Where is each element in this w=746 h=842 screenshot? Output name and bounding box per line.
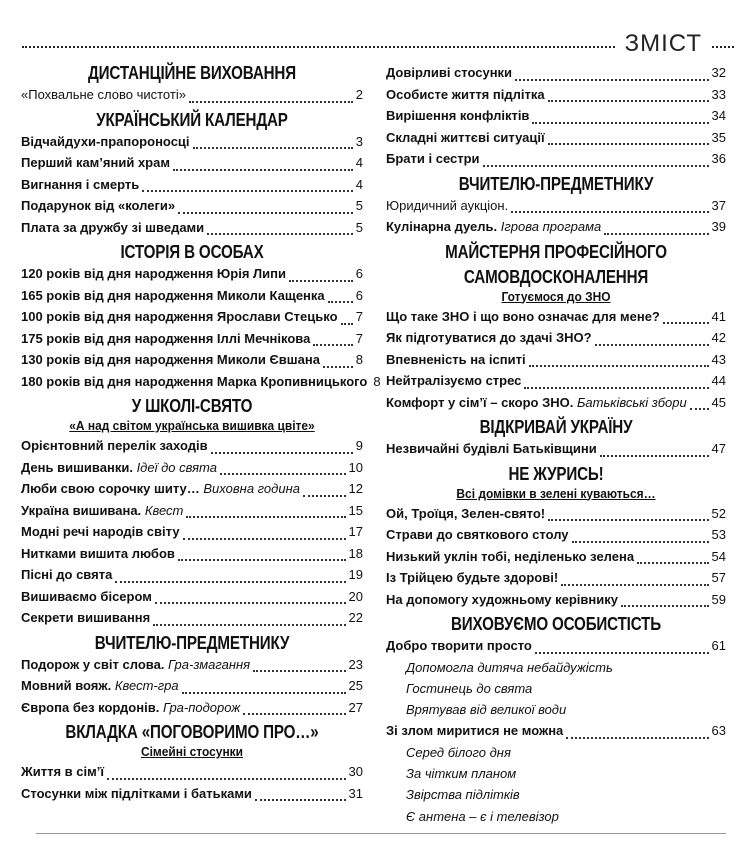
dot-leader xyxy=(142,180,353,192)
toc-entry[interactable] xyxy=(21,607,363,629)
entry-title-text: Подарунок від «колеги» xyxy=(21,198,176,213)
dot-leader xyxy=(566,727,708,739)
toc-entry[interactable] xyxy=(21,697,363,719)
entry-title-text: Що таке ЗНО і що воно означає для мене? xyxy=(386,308,660,324)
page-number: 25 xyxy=(348,678,363,693)
entry-title xyxy=(386,503,545,525)
subsection-heading: Готуємося до ЗНО xyxy=(501,288,611,304)
entry-title xyxy=(21,371,367,393)
entry-title xyxy=(386,84,545,106)
toc-column-right xyxy=(386,62,726,827)
entry-subtitle: Гра-подорож xyxy=(162,699,241,715)
header-dotted-rule-left xyxy=(22,46,615,48)
dot-leader xyxy=(193,137,353,149)
page-number: 8 xyxy=(355,352,363,367)
toc-subentry: Гостинець до свята xyxy=(406,680,533,696)
page-number: 43 xyxy=(711,351,726,367)
entry-title xyxy=(21,564,112,586)
toc-entry[interactable] xyxy=(21,217,363,239)
page-number: 33 xyxy=(711,86,726,102)
entry-title-text: На допомогу художньому керівнику xyxy=(386,591,618,607)
dot-leader xyxy=(663,312,709,324)
section-heading: ВКЛАДКА «ПОГОВОРИМО ПРО…» xyxy=(65,721,319,742)
entry-title xyxy=(21,761,104,783)
entry-title xyxy=(21,328,310,350)
dot-leader xyxy=(690,398,709,410)
entry-title-text: Складні життєві ситуації xyxy=(386,129,545,145)
dot-leader xyxy=(173,159,353,171)
entry-title-text: Кулінарна дуель. xyxy=(386,219,498,234)
dot-leader xyxy=(483,155,709,167)
toc-entry[interactable] xyxy=(21,478,363,500)
dot-leader xyxy=(328,291,353,303)
toc-entry[interactable] xyxy=(21,500,363,522)
toc-entry[interactable] xyxy=(21,263,363,285)
entry-title-text: Брати і сестри xyxy=(386,151,480,166)
dot-leader xyxy=(572,531,709,543)
dot-leader xyxy=(115,571,345,583)
toc-entry[interactable] xyxy=(21,349,363,371)
entry-title-text: Як підготуватися до здачі ЗНО? xyxy=(386,330,592,345)
page-number: 34 xyxy=(711,108,726,123)
toc-entry[interactable] xyxy=(386,195,726,217)
entry-title-text: Європа без кордонів. xyxy=(21,699,160,715)
entry-title xyxy=(386,546,634,568)
dot-leader xyxy=(183,528,346,540)
section-heading: У ШКОЛІ-СВЯТО xyxy=(131,395,253,416)
dot-leader xyxy=(529,355,709,367)
toc-entry[interactable] xyxy=(21,371,381,393)
page-number: 20 xyxy=(348,588,363,604)
dot-leader xyxy=(107,768,346,780)
page-number: 8 xyxy=(373,373,381,389)
page-number: 5 xyxy=(355,198,363,213)
dot-leader xyxy=(211,442,353,454)
page-number: 59 xyxy=(711,591,726,607)
dot-leader xyxy=(621,595,709,607)
dot-leader xyxy=(548,133,709,145)
toc-entry[interactable] xyxy=(386,105,726,127)
toc-entry[interactable] xyxy=(386,635,726,657)
entry-title xyxy=(21,285,325,307)
entry-title xyxy=(21,84,186,106)
entry-title xyxy=(21,457,217,479)
page-number: 6 xyxy=(355,266,363,281)
section-heading: ВИХОВУЄМО ОСОБИСТІСТЬ xyxy=(451,613,661,634)
page-number: 4 xyxy=(355,155,363,170)
page-number: 30 xyxy=(348,764,363,779)
page-number: 23 xyxy=(348,656,363,672)
entry-title xyxy=(386,589,618,611)
page-number: 36 xyxy=(711,151,726,166)
toc-entry[interactable] xyxy=(21,174,363,196)
toc-entry[interactable] xyxy=(21,457,363,479)
entry-title-text: Зі злом миритися не можна xyxy=(386,723,564,739)
dot-leader xyxy=(253,660,345,672)
entry-title xyxy=(21,306,338,328)
toc-entry[interactable] xyxy=(21,195,363,217)
toc-entry[interactable] xyxy=(21,543,363,565)
section-heading: ДИСТАНЦІЙНЕ ВИХОВАННЯ xyxy=(88,62,296,83)
dot-leader xyxy=(243,703,345,715)
toc-subentry: Серед білого дня xyxy=(406,744,511,760)
page-number: 31 xyxy=(348,785,363,801)
page-number: 10 xyxy=(348,459,363,475)
entry-title-text: 165 років від дня народження Миколи Кащенка xyxy=(21,287,325,303)
entry-title xyxy=(21,675,179,697)
entry-subtitle: Гра-змагання xyxy=(168,656,251,672)
dot-leader xyxy=(524,377,708,389)
entry-title-text: 120 років від дня народження Юрія Липи xyxy=(21,266,287,281)
page-number: 6 xyxy=(355,287,363,303)
entry-title-text: 175 років від дня народження Іллі Мечнікова xyxy=(21,330,311,346)
toc-entry[interactable] xyxy=(21,306,363,328)
dot-leader xyxy=(323,356,353,368)
toc-header xyxy=(22,30,734,58)
dot-leader xyxy=(303,485,346,497)
page-number: 7 xyxy=(355,309,363,324)
entry-title xyxy=(21,174,139,196)
entry-title xyxy=(386,370,521,392)
toc-entry[interactable] xyxy=(386,127,726,149)
entry-title xyxy=(386,127,545,149)
toc-entry[interactable] xyxy=(386,62,726,84)
toc-entry[interactable] xyxy=(21,783,363,805)
toc-entry[interactable] xyxy=(21,152,363,174)
toc-entry[interactable] xyxy=(386,546,726,568)
entry-title xyxy=(21,654,250,676)
entry-title xyxy=(21,217,204,239)
dot-leader xyxy=(548,90,709,102)
page-number: 45 xyxy=(711,394,726,410)
entry-title xyxy=(21,152,170,174)
entry-title-text: Нейтралізуємо стрес xyxy=(386,373,522,388)
entry-title-text: Життя в сім’ї xyxy=(21,764,105,779)
entry-title-text: «Похвальне слово чистоті» xyxy=(21,87,186,102)
entry-title-text: Впевненість на іспиті xyxy=(386,351,526,367)
section-heading: ІСТОРІЯ В ОСОБАХ xyxy=(120,241,264,262)
dot-leader xyxy=(255,789,346,801)
dot-leader xyxy=(511,201,708,213)
entry-title xyxy=(21,697,240,719)
entry-title-text: Секрети вишивання xyxy=(21,610,151,625)
entry-title-text: 100 років від дня народження Ярослави Стецько xyxy=(21,309,338,324)
entry-title xyxy=(386,327,592,349)
page-number: 41 xyxy=(711,308,726,324)
page-number: 54 xyxy=(711,548,726,564)
toc-entry[interactable] xyxy=(386,392,726,414)
section-heading: УКРАЇНСЬКИЙ КАЛЕНДАР xyxy=(96,108,288,130)
entry-title-text: Стосунки між підлітками і батьками xyxy=(21,785,252,801)
dot-leader xyxy=(189,91,353,103)
entry-title xyxy=(386,216,601,238)
entry-title xyxy=(21,783,252,805)
entry-title xyxy=(386,148,480,170)
section-heading: САМОВДОСКОНАЛЕННЯ xyxy=(463,265,649,287)
page-number: 42 xyxy=(711,330,726,345)
entry-subtitle: Батьківські збори xyxy=(576,394,687,410)
page-number: 22 xyxy=(348,610,363,625)
page-title: ЗМІСТ xyxy=(624,30,702,57)
toc-subentry: За чітким планом xyxy=(406,766,517,782)
entry-title xyxy=(21,435,208,457)
page-number: 17 xyxy=(348,524,363,539)
dot-leader xyxy=(535,642,709,654)
page-number: 47 xyxy=(711,441,726,456)
entry-title-text: Мовний вояж. xyxy=(21,678,112,693)
toc-entry[interactable] xyxy=(386,84,726,106)
page-number: 53 xyxy=(711,527,726,542)
dot-leader xyxy=(515,69,708,81)
dot-leader xyxy=(178,549,346,561)
entry-title-text: Плата за дружбу зі шведами xyxy=(21,219,205,235)
entry-title-text: 180 років від дня народження Марка Кропивницького xyxy=(21,373,368,389)
entry-subtitle: Ігрова програма xyxy=(500,219,602,234)
toc-entry[interactable] xyxy=(21,328,363,350)
entry-title-text: Відчайдухи-прапороносці xyxy=(21,133,190,149)
page-number: 57 xyxy=(711,570,726,585)
entry-title-text: Ой, Троїця, Зелен-свято! xyxy=(386,505,546,521)
dot-leader xyxy=(178,202,353,214)
entry-title xyxy=(386,567,558,589)
bottom-divider xyxy=(36,833,726,834)
entry-title xyxy=(386,105,529,127)
toc-entry[interactable] xyxy=(21,675,363,697)
toc-entry[interactable] xyxy=(21,521,363,543)
toc-entry[interactable] xyxy=(386,503,726,525)
toc-subentry: Є антена – є і телевізор xyxy=(406,808,559,824)
entry-title xyxy=(21,131,190,153)
entry-title-text: Вигнання і смерть xyxy=(21,176,140,192)
dot-leader xyxy=(186,506,345,518)
dot-leader xyxy=(313,334,352,346)
page-number: 37 xyxy=(711,197,726,213)
toc-entry[interactable] xyxy=(21,654,363,676)
page-number: 35 xyxy=(711,129,726,145)
page-number: 15 xyxy=(348,502,363,518)
entry-subtitle: Ідеї до свята xyxy=(136,459,217,475)
entry-title xyxy=(386,195,508,217)
toc-subentry: Звірства підлітків xyxy=(406,787,520,803)
entry-title xyxy=(21,543,175,565)
toc-entry[interactable] xyxy=(21,761,363,783)
toc-entry[interactable] xyxy=(386,306,726,328)
entry-title-text: Довірливі стосунки xyxy=(386,65,513,80)
toc-entry[interactable] xyxy=(386,148,726,170)
entry-title-text: 130 років від дня народження Миколи Євшана xyxy=(21,352,320,367)
toc-entry[interactable] xyxy=(21,285,363,307)
entry-title-text: Комфорт у сім’ї – скоро ЗНО. xyxy=(386,394,574,410)
dot-leader xyxy=(604,223,708,235)
entry-title-text: Із Трійцею будьте здорові! xyxy=(386,570,559,585)
page-number: 7 xyxy=(355,330,363,346)
toc-entry[interactable] xyxy=(386,589,726,611)
entry-title-text: Люби свою сорочку шиту… xyxy=(21,481,200,496)
toc-subentry: Врятував від великої води xyxy=(406,702,567,718)
dot-leader xyxy=(220,463,346,475)
entry-title xyxy=(21,478,300,500)
toc-entry[interactable] xyxy=(21,435,363,457)
entry-title xyxy=(386,392,687,414)
entry-subtitle: Виховна година xyxy=(203,481,300,496)
dot-leader xyxy=(153,614,345,626)
dot-leader xyxy=(595,334,709,346)
entry-title xyxy=(21,195,175,217)
section-heading: НЕ ЖУРИСЬ! xyxy=(508,462,604,484)
page-number: 4 xyxy=(355,176,363,192)
page-number: 52 xyxy=(711,505,726,521)
entry-title xyxy=(21,607,150,629)
section-heading: ВЧИТЕЛЮ-ПРЕДМЕТНИКУ xyxy=(458,172,654,194)
entry-title xyxy=(386,720,563,742)
toc-entry[interactable] xyxy=(386,216,726,238)
dot-leader xyxy=(182,682,346,694)
entry-title-text: Україна вишивана. xyxy=(21,502,142,518)
toc-entry[interactable] xyxy=(21,131,363,153)
dot-leader xyxy=(207,223,353,235)
page-number: 19 xyxy=(348,567,363,582)
entry-title xyxy=(21,586,152,608)
entry-title-text: Незвичайні будівлі Батьківщини xyxy=(386,441,597,456)
entry-title-text: Юридичний аукціон. xyxy=(386,197,509,213)
toc-entry[interactable] xyxy=(21,586,363,608)
dot-leader xyxy=(341,313,353,325)
page-number: 27 xyxy=(348,699,363,715)
entry-title xyxy=(386,306,660,328)
toc-entry[interactable] xyxy=(386,327,726,349)
entry-title-text: Пісні до свята xyxy=(21,567,113,582)
dot-leader xyxy=(561,574,708,586)
entry-title xyxy=(21,500,183,522)
entry-title xyxy=(21,263,286,285)
header-dotted-rule-right xyxy=(712,46,734,48)
page-number: 9 xyxy=(355,438,363,453)
dot-leader xyxy=(600,445,709,457)
toc-entry[interactable] xyxy=(386,524,726,546)
page-number: 63 xyxy=(711,723,726,739)
section-heading: ВЧИТЕЛЮ-ПРЕДМЕТНИКУ xyxy=(94,631,290,653)
entry-title xyxy=(386,438,597,460)
toc-column-left xyxy=(21,62,381,804)
page-number: 44 xyxy=(711,373,726,388)
entry-title-text: Перший кам’яний храм xyxy=(21,155,170,170)
entry-title xyxy=(21,349,320,371)
dot-leader xyxy=(637,552,708,564)
page-number: 2 xyxy=(355,87,363,102)
entry-title-text: Вирішення конфліктів xyxy=(386,108,530,123)
subsection-heading: Всі домівки в зелені куваються… xyxy=(456,485,656,501)
entry-title-text: Низький уклін тобі, неділенько зелена xyxy=(386,548,635,564)
dot-leader xyxy=(289,270,353,282)
page-number: 12 xyxy=(348,481,363,496)
entry-title-text: Страви до святкового столу xyxy=(386,527,569,542)
subsection-heading: «А над світом українська вишивка цвіте» xyxy=(69,418,315,433)
page-number: 3 xyxy=(355,133,363,149)
page-number: 39 xyxy=(711,219,726,234)
page-number: 5 xyxy=(355,219,363,235)
entry-title-text: Подорож у світ слова. xyxy=(21,656,165,672)
entry-title xyxy=(386,524,569,546)
dot-leader xyxy=(155,592,346,604)
toc-entry[interactable] xyxy=(386,370,726,392)
entry-title-text: Вишиваємо бісером xyxy=(21,588,152,604)
toc-subentry: Допомогла дитяча небайдужість xyxy=(406,659,613,675)
section-heading: МАЙСТЕРНЯ ПРОФЕСІЙНОГО xyxy=(445,240,667,262)
entry-title xyxy=(386,349,526,371)
entry-title-text: Орієнтовний перелік заходів xyxy=(21,438,208,453)
toc-entry[interactable] xyxy=(386,438,726,460)
entry-title-text: Нитками вишита любов xyxy=(21,545,175,561)
subsection-heading: Сімейні стосунки xyxy=(140,744,244,759)
entry-title-text: Модні речі народів світу xyxy=(21,524,180,539)
entry-title-text: День вишиванки. xyxy=(21,459,133,475)
toc-entry[interactable] xyxy=(21,84,363,106)
toc-entry[interactable] xyxy=(21,564,363,586)
dot-leader xyxy=(548,509,708,521)
entry-subtitle: Квест-гра xyxy=(114,678,179,693)
entry-title xyxy=(386,62,512,84)
page-number: 61 xyxy=(711,638,726,653)
entry-title xyxy=(21,521,180,543)
entry-title-text: Добро творити просто xyxy=(386,638,532,653)
toc-entry[interactable] xyxy=(386,720,726,742)
entry-subtitle: Квест xyxy=(144,502,184,518)
page-number: 18 xyxy=(348,545,363,561)
section-heading: ВІДКРИВАЙ УКРАЇНУ xyxy=(479,416,633,437)
toc-entry[interactable] xyxy=(386,567,726,589)
toc-entry[interactable] xyxy=(386,349,726,371)
page-number: 32 xyxy=(711,65,726,80)
entry-title-text: Особисте життя підлітка xyxy=(386,86,545,102)
entry-title xyxy=(386,635,532,657)
dot-leader xyxy=(532,112,708,124)
